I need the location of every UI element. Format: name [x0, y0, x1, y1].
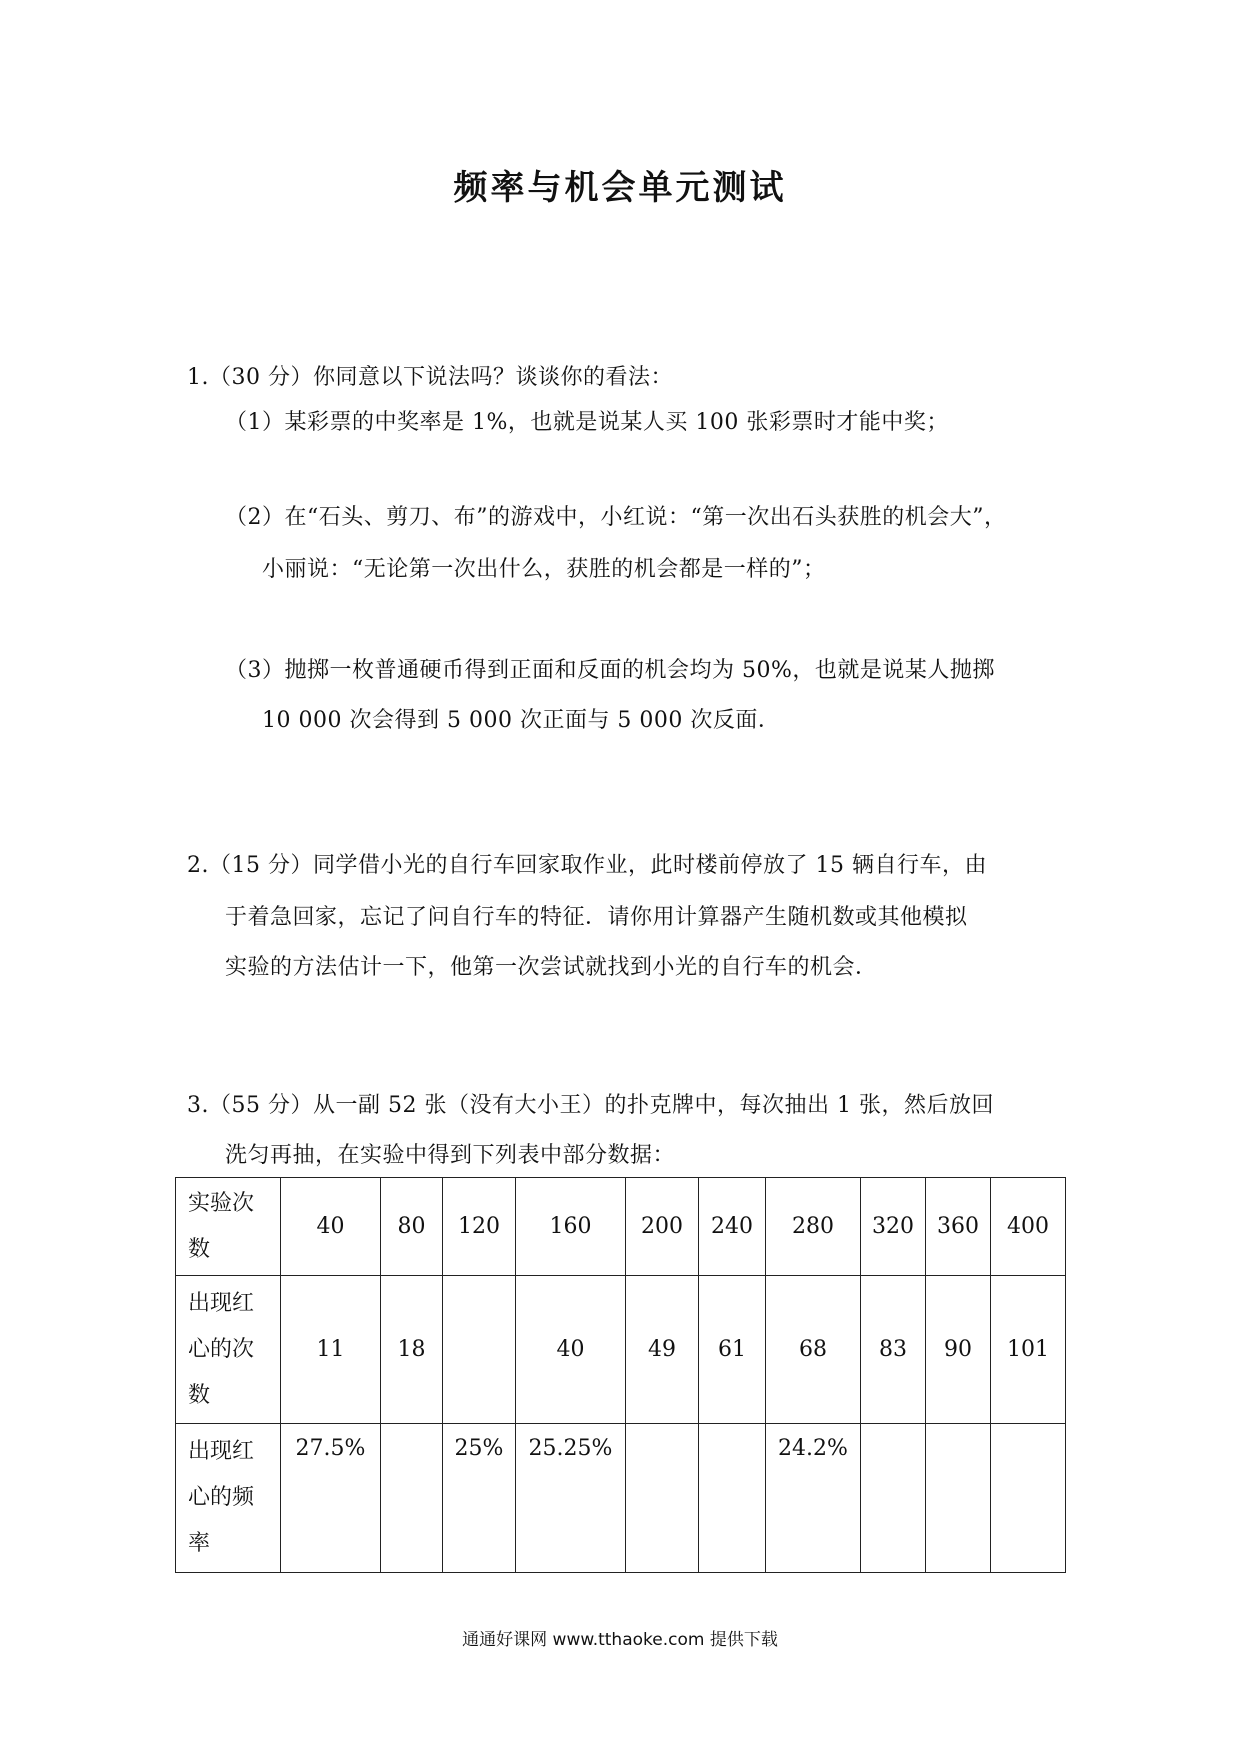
trials-cell: 40	[281, 1178, 381, 1276]
hearts-freq-cell	[991, 1424, 1066, 1573]
hearts-freq-cell	[626, 1424, 699, 1573]
trials-cell: 240	[699, 1178, 766, 1276]
hearts-count-cell: 68	[766, 1276, 861, 1424]
q2-line2: 于着急回家，忘记了问自行车的特征．请你用计算器产生随机数或其他模拟	[225, 905, 968, 930]
q2-line3: 实验的方法估计一下，他第一次尝试就找到小光的自行车的机会．	[225, 955, 878, 980]
data-table	[175, 1177, 1066, 1573]
trials-row	[176, 1178, 1066, 1276]
q1-part3-line1: （3）抛掷一枚普通硬币得到正面和反面的机会均为 50%，也就是说某人抛掷	[225, 658, 995, 683]
q1-stem: 1.（30 分）你同意以下说法吗？谈谈你的看法：	[187, 365, 673, 390]
page-title: 频率与机会单元测试	[453, 168, 787, 208]
trials-cell: 320	[861, 1178, 926, 1276]
hearts-freq-cell	[381, 1424, 443, 1573]
hearts-count-cell: 18	[381, 1276, 443, 1424]
hearts-freq-label: 出现红 心的频 率	[176, 1424, 281, 1573]
trials-label: 实验次 数	[176, 1178, 281, 1276]
trials-cell: 400	[991, 1178, 1066, 1276]
hearts-count-cell: 61	[699, 1276, 766, 1424]
hearts-count-cell: 90	[926, 1276, 991, 1424]
trials-cell: 120	[443, 1178, 516, 1276]
trials-cell: 280	[766, 1178, 861, 1276]
hearts-count-cell: 40	[516, 1276, 626, 1424]
trials-cell: 160	[516, 1178, 626, 1276]
q1-part2-line1: （2）在“石头、剪刀、布”的游戏中，小红说：“第一次出石头获胜的机会大”，	[225, 505, 1007, 530]
hearts-freq-cell: 27.5%	[281, 1424, 381, 1573]
footer-text: 通通好课网 www.tthaoke.com 提供下载	[462, 1630, 778, 1650]
q1-part3-line2: 10 000 次会得到 5 000 次正面与 5 000 次反面．	[262, 708, 781, 733]
q3-line2: 洗匀再抽，在实验中得到下列表中部分数据：	[225, 1143, 676, 1168]
q1-part2-line2: 小丽说：“无论第一次出什么，获胜的机会都是一样的”；	[262, 557, 826, 582]
trials-cell: 360	[926, 1178, 991, 1276]
hearts-count-label: 出现红 心的次 数	[176, 1276, 281, 1424]
hearts-count-cell	[443, 1276, 516, 1424]
hearts-freq-cell	[861, 1424, 926, 1573]
hearts-count-cell: 49	[626, 1276, 699, 1424]
q1-part1: （1）某彩票的中奖率是 1%，也就是说某人买 100 张彩票时才能中奖；	[225, 410, 949, 435]
hearts-count-cell: 83	[861, 1276, 926, 1424]
hearts-count-cell: 101	[991, 1276, 1066, 1424]
hearts-freq-cell: 25%	[443, 1424, 516, 1573]
hearts-freq-cell: 24.2%	[766, 1424, 861, 1573]
hearts-count-row	[176, 1276, 1066, 1424]
q2-line1: 2.（15 分）同学借小光的自行车回家取作业，此时楼前停放了 15 辆自行车，由	[187, 853, 987, 878]
q3-line1: 3.（55 分）从一副 52 张（没有大小王）的扑克牌中，每次抽出 1 张，然后放回	[187, 1093, 994, 1118]
hearts-count-cell: 11	[281, 1276, 381, 1424]
trials-cell: 200	[626, 1178, 699, 1276]
trials-cell: 80	[381, 1178, 443, 1276]
hearts-freq-cell	[699, 1424, 766, 1573]
hearts-freq-cell: 25.25%	[516, 1424, 626, 1573]
hearts-freq-cell	[926, 1424, 991, 1573]
hearts-freq-row	[176, 1424, 1066, 1573]
